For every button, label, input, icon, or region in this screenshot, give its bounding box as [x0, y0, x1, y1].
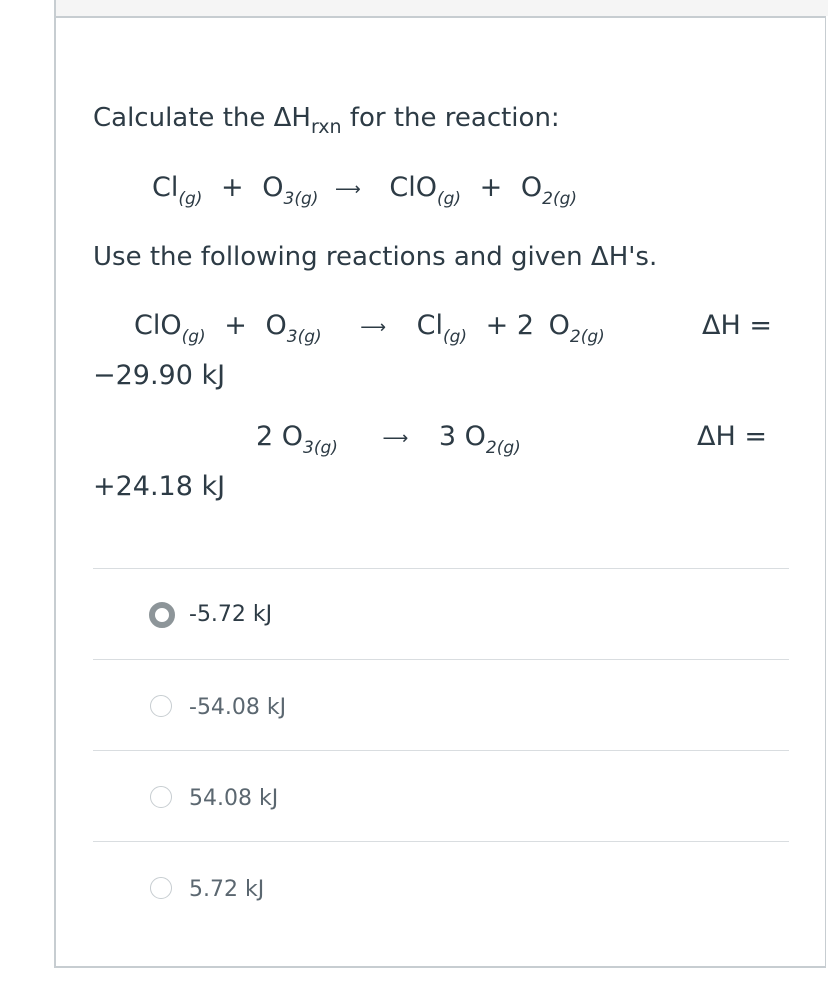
main-plus-2: +	[479, 172, 503, 203]
r2-product-1-state: 2(g)	[485, 438, 521, 458]
r1-product-2-state: 2(g)	[569, 327, 605, 347]
r2-product-1: 3 O	[438, 421, 486, 452]
answer-label: 54.08 kJ	[189, 786, 279, 811]
r2-arrow: ⟶	[382, 428, 409, 449]
main-arrow: ⟶	[334, 179, 361, 200]
answer-option[interactable]	[93, 569, 789, 659]
prompt-prefix: Calculate the ΔH	[93, 103, 311, 133]
main-reactant-1-state: (g)	[178, 189, 203, 209]
main-product-2-state: 2(g)	[542, 189, 577, 209]
r1-arrow: ⟶	[360, 317, 387, 338]
reaction-2	[256, 421, 521, 456]
main-product-1-state: (g)	[436, 189, 462, 209]
r1-product-1-state: (g)	[442, 327, 468, 347]
r1-reactant-2-state: 3(g)	[286, 327, 322, 347]
r1-product-1: Cl	[416, 310, 443, 341]
question-prompt	[93, 103, 560, 138]
radio-icon[interactable]	[150, 786, 172, 808]
main-reactant-2-state: 3(g)	[283, 189, 319, 209]
prompt-suffix: for the reaction:	[341, 103, 560, 133]
r1-reactant-2: O	[265, 310, 287, 341]
instruction-text: Use the following reactions and given ΔH's.	[93, 242, 658, 272]
answer-option[interactable]	[93, 660, 789, 750]
r2-reactant-1-state: 3(g)	[303, 438, 338, 458]
main-product-2: O	[520, 172, 543, 203]
answer-option[interactable]	[93, 842, 789, 932]
previous-question-edge	[54, 0, 828, 16]
radio-selected-icon[interactable]	[149, 602, 175, 628]
r2-dh-label: ΔH =	[697, 421, 767, 452]
prompt-subscript: rxn	[310, 116, 342, 138]
main-reactant-1: Cl	[152, 172, 179, 203]
answer-label: -5.72 kJ	[189, 602, 273, 627]
r1-plus-1: +	[224, 310, 247, 341]
reaction-1	[134, 310, 605, 345]
answer-label: 5.72 kJ	[189, 877, 265, 902]
answer-option[interactable]	[93, 751, 789, 841]
radio-icon[interactable]	[150, 877, 172, 899]
main-reaction	[152, 172, 577, 207]
r1-product-2: O	[548, 310, 570, 341]
r2-dh-value: +24.18 kJ	[93, 471, 226, 502]
main-reactant-2: O	[262, 172, 284, 203]
radio-icon[interactable]	[150, 695, 172, 717]
r1-dh-value: −29.90 kJ	[93, 360, 226, 391]
main-plus-1: +	[221, 172, 244, 203]
r2-reactant-1: 2 O	[256, 421, 304, 452]
r1-plus-2: + 2	[485, 310, 535, 341]
r1-dh-label: ΔH =	[702, 310, 772, 341]
answer-label: -54.08 kJ	[189, 695, 287, 720]
r1-reactant-1-state: (g)	[181, 327, 206, 347]
main-product-1: ClO	[389, 172, 437, 203]
r1-reactant-1: ClO	[134, 310, 182, 341]
